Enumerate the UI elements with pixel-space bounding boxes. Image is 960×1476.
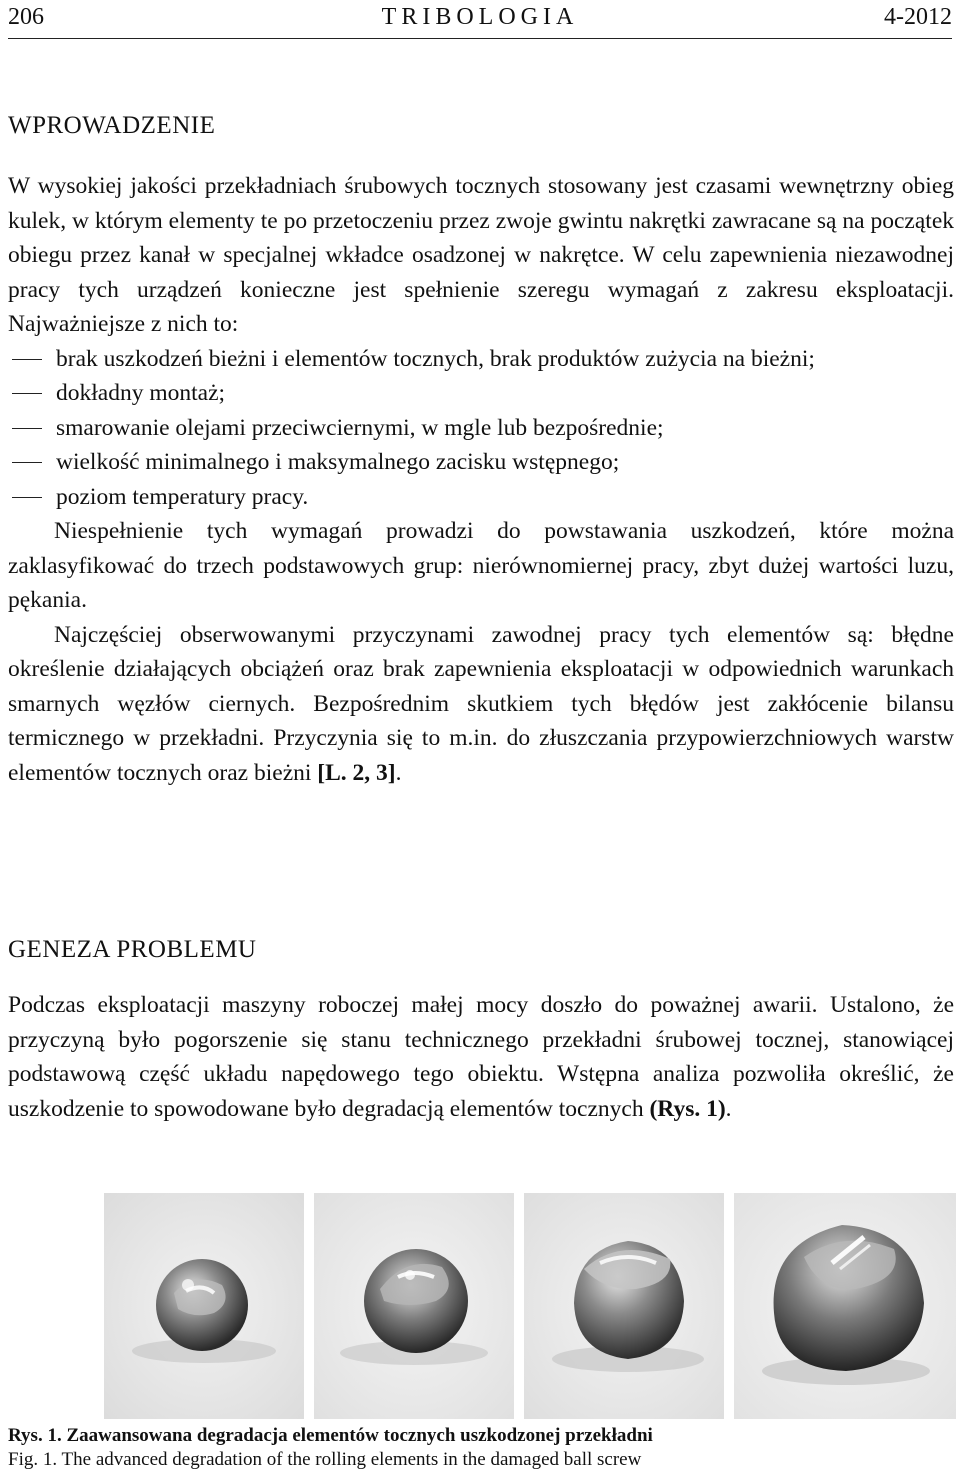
journal-name: TRIBOLOGIA [381, 4, 579, 30]
caption-pl-label: Rys. 1. [8, 1425, 62, 1446]
ball-photo-2 [314, 1193, 514, 1419]
paragraph-intro: W wysokiej jakości przekładniach śrubowych tocznych stosowany jest czasami wewnętrzny obieg kulek, w którym elementy te po przetoczeniu przez zwoje gwintu nakrętki zawracane są na początek obiegu przez kanał w specjalnej wkładce osadzonej w nakrętce. W celu zapewnienia niezawodnej pracy tych urządzeń konieczne jest spełnienie szeregu wymagań z zakresu eksploatacji. Najważniejsze z nich to: [8, 173, 954, 337]
ball-photo-4 [734, 1193, 956, 1419]
paragraph-consequences: Niespełnienie tych wymagań prowadzi do powstawania uszkodzeń, które można zaklasyfikować do trzech podstawowych grup: nierównomiernej pracy, zbyt dużej wartości luzu, pękania. [8, 518, 954, 613]
paragraph-problem-text: Podczas eksploatacji maszyny roboczej małej mocy doszło do poważnej awarii. Ustalono, że przyczyną było pogorszenie się stanu technicznego przekładni śrubowej tocznej, stanowiącej podstawową część układu napędowego tego obiektu. Wstępna analiza pozwoliła określić, że uszkodzenie to spowodowane było degradacją elementów tocznych [8, 992, 954, 1122]
citation-ref: [L. 2, 3] [317, 759, 396, 786]
list-item: dokładny montaż; [8, 376, 954, 411]
list-item: poziom temperatury pracy. [8, 480, 954, 515]
header-rule [8, 38, 952, 39]
ball-photo-3 [524, 1193, 724, 1419]
caption-pl-text: Zaawansowana degradacja elementów tocznych uszkodzonej przekładni [66, 1425, 653, 1446]
figure-ref: (Rys. 1) [649, 1095, 726, 1122]
paragraph-causes [8, 618, 954, 791]
list-item: brak uszkodzeń bieżni i elementów tocznych, brak produktów zużycia na bieżni; [8, 342, 954, 377]
paragraph-problem [8, 988, 954, 1126]
caption-en-label: Fig. 1. [8, 1449, 58, 1470]
section-body-geneza [8, 988, 954, 1126]
page-number: 206 [8, 4, 44, 30]
figure-damaged-balls [104, 1193, 956, 1419]
figure-caption-pl [8, 1424, 653, 1448]
running-header [8, 2, 952, 32]
paragraph-end: . [725, 1095, 732, 1122]
caption-en-text: The advanced degradation of the rolling elements in the damaged ball screw [61, 1449, 642, 1470]
issue-number: 4-2012 [884, 4, 952, 30]
section-body-wprowadzenie [8, 169, 954, 790]
list-item: wielkość minimalnego i maksymalnego zacisku wstępnego; [8, 445, 954, 480]
section-title-wprowadzenie: WPROWADZENIE [8, 112, 216, 139]
list-item: smarowanie olejami przeciwciernymi, w mgle lub bezpośrednie; [8, 411, 954, 446]
section-title-geneza: GENEZA PROBLEMU [8, 936, 257, 963]
ball-photo-1 [104, 1193, 304, 1419]
figure-caption-en [8, 1448, 641, 1472]
requirements-list [8, 342, 954, 515]
paragraph-end: . [395, 759, 402, 786]
paragraph-causes-text: Najczęściej obserwowanymi przyczynami zawodnej pracy tych elementów są: błędne określenie działających obciążeń oraz brak zapewnienia eksploatacji w odpowiednich warunkach smarnych węzłów ciernych. Bezpośrednim skutkiem tych błędów jest zakłócenie bilansu termicznego w przekładni. Przyczynia się to m.in. do złuszczania przypowierzchniowych warstw elementów tocznych oraz bieżni [8, 621, 954, 786]
